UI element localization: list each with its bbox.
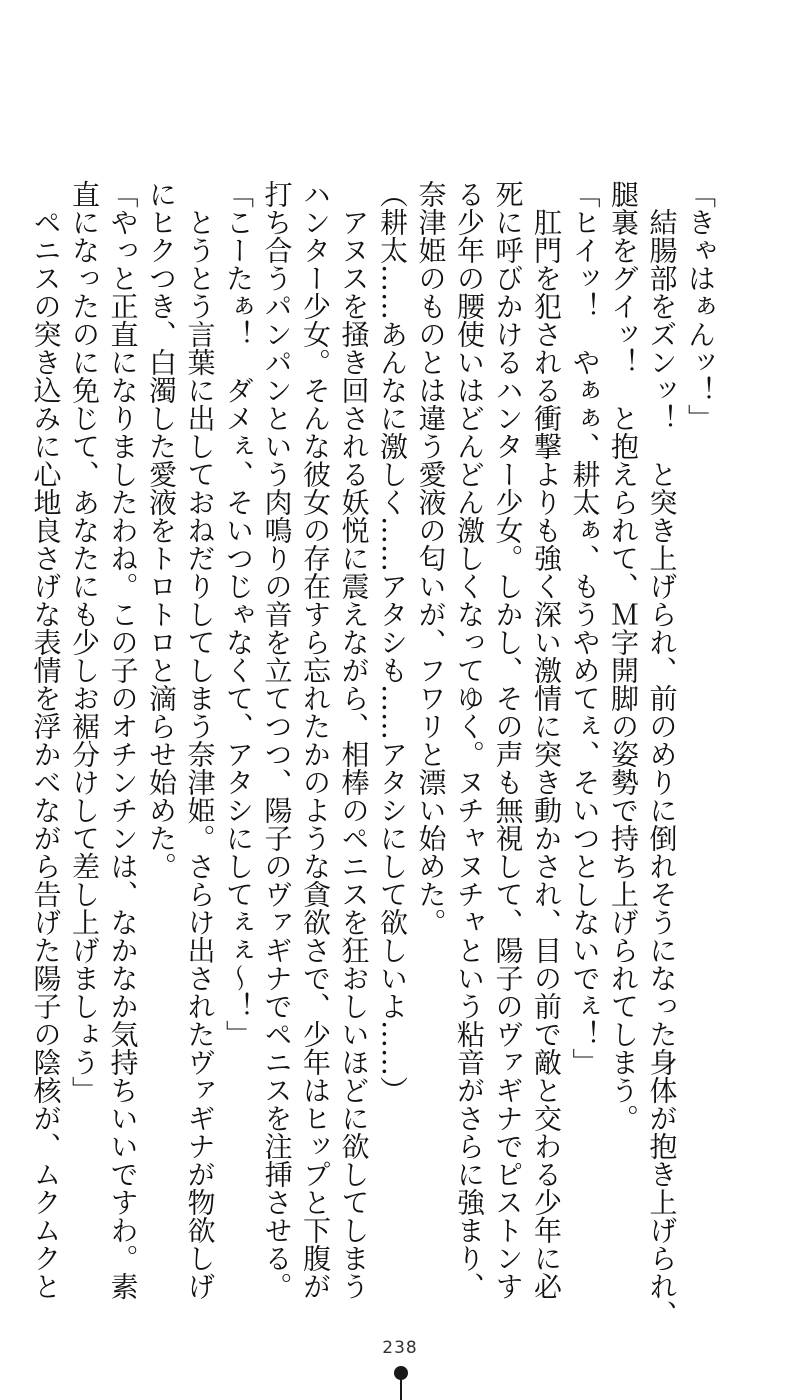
text-line: 直になったのに免じて、あなたにも少しお裾分けして差し上げましょう」 [68, 180, 101, 1104]
text-line: 腿裏をグイッ！ と抱えられて、Ｍ字開脚の姿勢で持ち上げられてしまう。 [607, 180, 640, 1132]
text-line: 「ヒイッ！ やぁぁ、耕太ぁ、もうやめてぇ、そいつとしないでぇ！」 [568, 180, 602, 1076]
text-line: アヌスを掻き回される妖悦に震えながら、相棒のペニスを狂おしいほどに欲してしまう [337, 180, 371, 1300]
text-line: にヒクつき、白濁した愛液をトロトロと滴らせ始めた。 [145, 180, 178, 880]
text-line: 結腸部をズンッ！ と突き上げられ、前のめりに倒れそうになった身体が抱き上げられ、 [645, 180, 679, 1328]
text-line: る少年の腰使いはどんどん激しくなってゆく。ヌチャヌチャという粘音がさらに強まり、 [453, 180, 486, 1300]
text-line: とうとう言葉に出しておねだりしてしまう奈津姫。さらけ出されたヴァギナが物欲しげ [183, 180, 217, 1300]
vertical-text-block [29, 180, 719, 1328]
page-number: 238 [382, 1338, 418, 1358]
text-line: ハンター少女。そんな彼女の存在すら忘れたかのような貪欲さで、少年はヒップと下腹が [299, 180, 332, 1300]
page-marker-line [400, 1378, 402, 1400]
text-line: ペニスの突き込みに心地良さげな表情を浮かべながら告げた陽子の陰核が、ムクムクと [29, 180, 63, 1300]
text-line: 「こーたぁ！ ダメぇ、そいつじゃなくて、アタシにしてぇぇ～！」 [222, 180, 255, 1048]
text-line: 打ち合うパンパンという肉鳴りの音を立てつつ、陽子のヴァギナでペニスを注挿させる。 [260, 180, 294, 1300]
text-line: 奈津姫のものとは違う愛液の匂いが、フワリと漂い始めた。 [414, 180, 448, 936]
text-line: 肛門を犯される衝撃よりも強く深い激情に突き動かされ、目の前で敵と交わる少年に必 [530, 180, 563, 1300]
text-line: 死に呼びかけるハンター少女。しかし、その声も無視して、陽子のヴァギナでピストンす [491, 180, 525, 1300]
text-line: （耕太……あんなに激しく……アタシも……アタシにして欲しいよ……） [376, 180, 409, 1104]
text-line: 「やっと正直になりましたわね。この子のオチンチンは、なかなか気持ちいいですわ。素 [106, 180, 140, 1300]
text-line: 「きゃはぁんッ！」 [684, 180, 717, 432]
